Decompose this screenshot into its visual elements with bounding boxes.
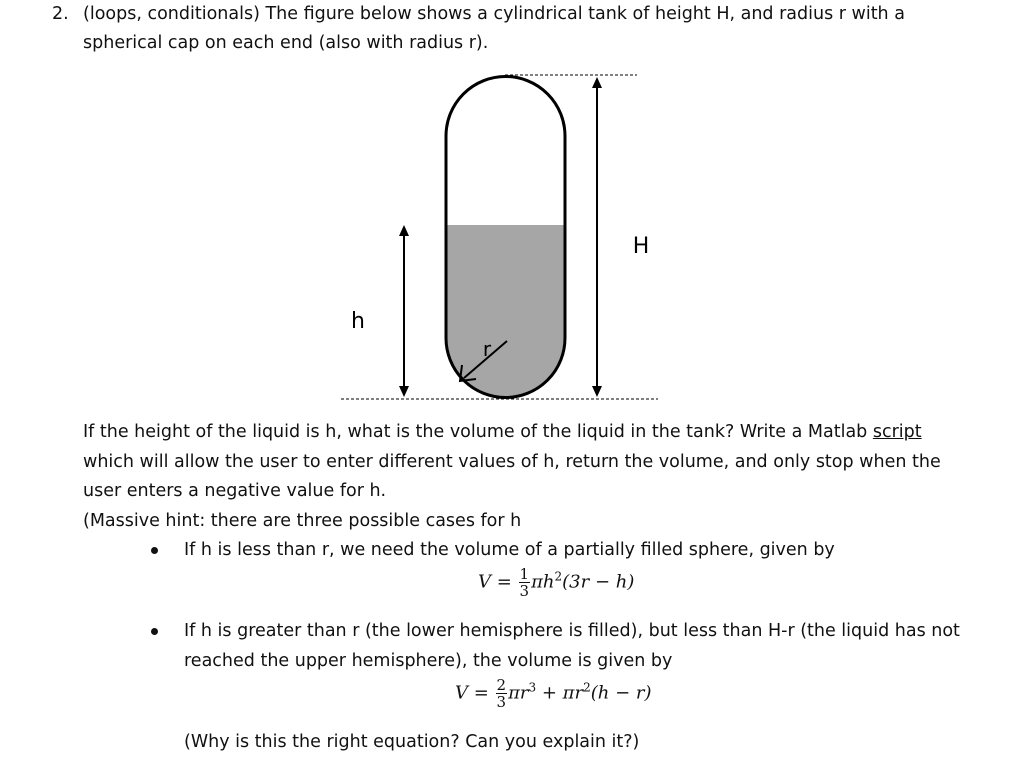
question-number: 2. bbox=[52, 4, 69, 24]
body-line1-text: If the height of the liquid is h, what is the volume of the liquid in the tank? Write a Matlab bbox=[83, 422, 873, 442]
formula-1-exponent: 2 bbox=[554, 569, 563, 584]
formula-1-numerator: 1 bbox=[519, 565, 530, 583]
H-dimension-arrow bbox=[592, 77, 602, 397]
formula-2-lhs: V = bbox=[455, 682, 495, 704]
formula-2-fraction bbox=[496, 677, 508, 710]
script-link[interactable]: script bbox=[872, 422, 922, 442]
formula-1-lhs: V = bbox=[478, 571, 518, 593]
bullet-1-dot bbox=[151, 547, 158, 554]
body-line1 bbox=[83, 421, 922, 443]
formula-2-exponent-2: 2 bbox=[583, 680, 591, 695]
formula-1-term: πh bbox=[531, 571, 555, 593]
bullet-2-text-line2: reached the upper hemisphere), the volume is given by bbox=[184, 651, 673, 671]
bullet-2-dot bbox=[151, 628, 158, 635]
formula-2-numerator: 2 bbox=[496, 676, 507, 694]
bullet-1-text: If h is less than r, we need the volume of a partially filled sphere, given by bbox=[184, 540, 835, 560]
body-line2: which will allow the user to enter different values of h, return the volume, and only stop when the bbox=[83, 452, 941, 472]
formula-2-term-b: + πr bbox=[536, 682, 584, 704]
formula-1-tail: (3r − h) bbox=[562, 571, 635, 593]
label-H: H bbox=[632, 234, 650, 259]
formula-2-denominator: 3 bbox=[496, 693, 507, 711]
h-dimension-arrow bbox=[399, 225, 409, 397]
label-h: h bbox=[351, 309, 365, 334]
formula-1-fraction bbox=[519, 566, 531, 599]
question-intro-line2: spherical cap on each end (also with radius r). bbox=[83, 33, 489, 53]
formula-partial-sphere bbox=[478, 566, 634, 599]
formula-2-exponent-1: 3 bbox=[528, 680, 537, 695]
liquid-fill bbox=[446, 225, 565, 398]
formula-2-term-a: πr bbox=[508, 682, 529, 704]
bullet-2-text-line1: If h is greater than r (the lower hemisphere is filled), but less than H-r (the liquid has not bbox=[184, 621, 960, 641]
question-intro-line1: (loops, conditionals) The figure below shows a cylindrical tank of height H, and radius r with a bbox=[83, 4, 905, 24]
body-line3: user enters a negative value for h. bbox=[83, 481, 387, 501]
formula-2-tail: (h − r) bbox=[590, 682, 652, 704]
formula-1-denominator: 3 bbox=[519, 582, 530, 600]
label-r: r bbox=[482, 337, 492, 361]
hint-line: (Massive hint: there are three possible cases for h bbox=[83, 511, 522, 531]
bullet-2-followup: (Why is this the right equation? Can you explain it?) bbox=[184, 732, 640, 752]
formula-cylinder-part bbox=[455, 677, 652, 710]
